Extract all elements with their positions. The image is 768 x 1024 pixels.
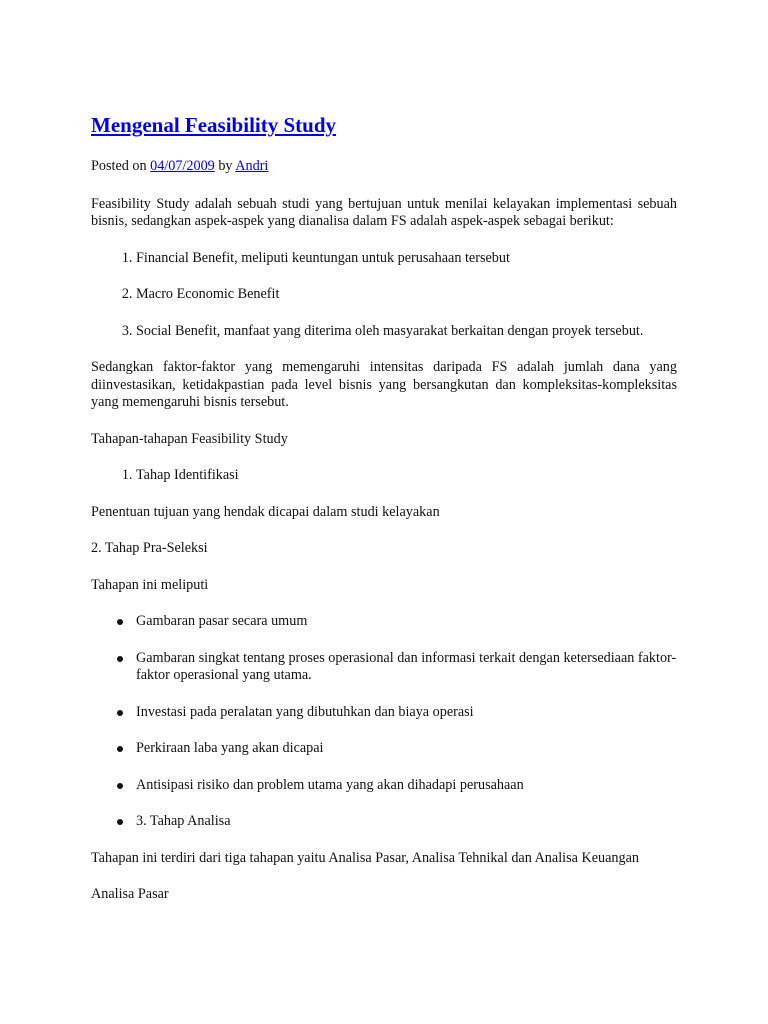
post-date-link[interactable]: 04/07/2009	[150, 158, 215, 174]
list-item	[136, 323, 677, 341]
list-item-text: Tahap Identifikasi	[136, 467, 239, 483]
bullet-icon	[117, 746, 123, 752]
posted-on-label: Posted on	[91, 158, 147, 174]
bullet-icon	[117, 819, 123, 825]
article-title	[91, 112, 677, 138]
stage-two-description: Tahapan ini meliputi	[91, 576, 209, 593]
list-item	[136, 650, 677, 685]
bullet-icon	[117, 710, 123, 716]
article-body	[91, 112, 677, 923]
market-analysis-heading: Analisa Pasar	[91, 886, 169, 902]
list-item-text: Perkiraan laba yang akan dicapai	[136, 740, 324, 756]
list-item-text: Investasi pada peralatan yang dibutuhkan dan biaya operasi	[136, 703, 474, 720]
list-item	[136, 286, 677, 304]
factors-paragraph: Sedangkan faktor-faktor yang memengaruhi intensitas daripada FS adalah jumlah dana yang diinvestasikan, ketidakpastian pada level bisnis yang bersangkutan dan kompleksitas-kompleksitas yang memengaruhi bisnis tersebut.	[91, 359, 677, 410]
list-item	[136, 613, 677, 631]
intro-paragraph: Feasibility Study adalah sebuah studi yang bertujuan untuk menilai kelayakan implementasi sebuah bisnis, sedangkan aspek-aspek yang dianalisa dalam FS adalah aspek-aspek sebagai berikut:	[91, 195, 677, 229]
stage-two-heading: 2. Tahap Pra-Seleksi	[91, 540, 208, 556]
list-item	[136, 740, 677, 758]
list-item-text: Financial Benefit, meliputi keuntungan untuk perusahaan tersebut	[136, 249, 510, 266]
stage-one-list	[91, 467, 677, 485]
stage-one-description: Penentuan tujuan yang hendak dicapai dalam studi kelayakan	[91, 503, 440, 520]
stages-heading: Tahapan-tahapan Feasibility Study	[91, 430, 288, 447]
list-item-text: Antisipasi risiko dan problem utama yang akan dihadapi perusahaan	[136, 776, 524, 793]
list-item-text: 3. Tahap Analisa	[136, 813, 231, 829]
list-item-text: Gambaran singkat tentang proses operasional dan informasi terkait dengan ketersediaan faktor-faktor operasional yang utama.	[136, 649, 677, 683]
bullet-icon	[117, 619, 123, 625]
stage-two-bullet-list	[91, 613, 677, 831]
article-title-link[interactable]: Mengenal Feasibility Study	[91, 113, 337, 137]
list-item	[136, 777, 677, 795]
bullet-icon	[117, 783, 123, 789]
list-item	[136, 250, 677, 268]
post-meta	[91, 158, 677, 176]
list-item	[136, 467, 677, 485]
list-item-text: Social Benefit, manfaat yang diterima oleh masyarakat berkaitan dengan proyek tersebut.	[136, 322, 644, 339]
list-item-text: Macro Economic Benefit	[136, 286, 280, 302]
stage-three-description: Tahapan ini terdiri dari tiga tahapan yaitu Analisa Pasar, Analisa Tehnikal dan Analisa Keuangan	[91, 849, 639, 866]
by-label: by	[218, 158, 233, 174]
benefits-list	[91, 250, 677, 341]
list-item-text: Gambaran pasar secara umum	[136, 613, 308, 629]
list-item	[136, 813, 677, 831]
author-link[interactable]: Andri	[235, 158, 269, 174]
list-item	[136, 704, 677, 722]
bullet-icon	[117, 656, 123, 662]
